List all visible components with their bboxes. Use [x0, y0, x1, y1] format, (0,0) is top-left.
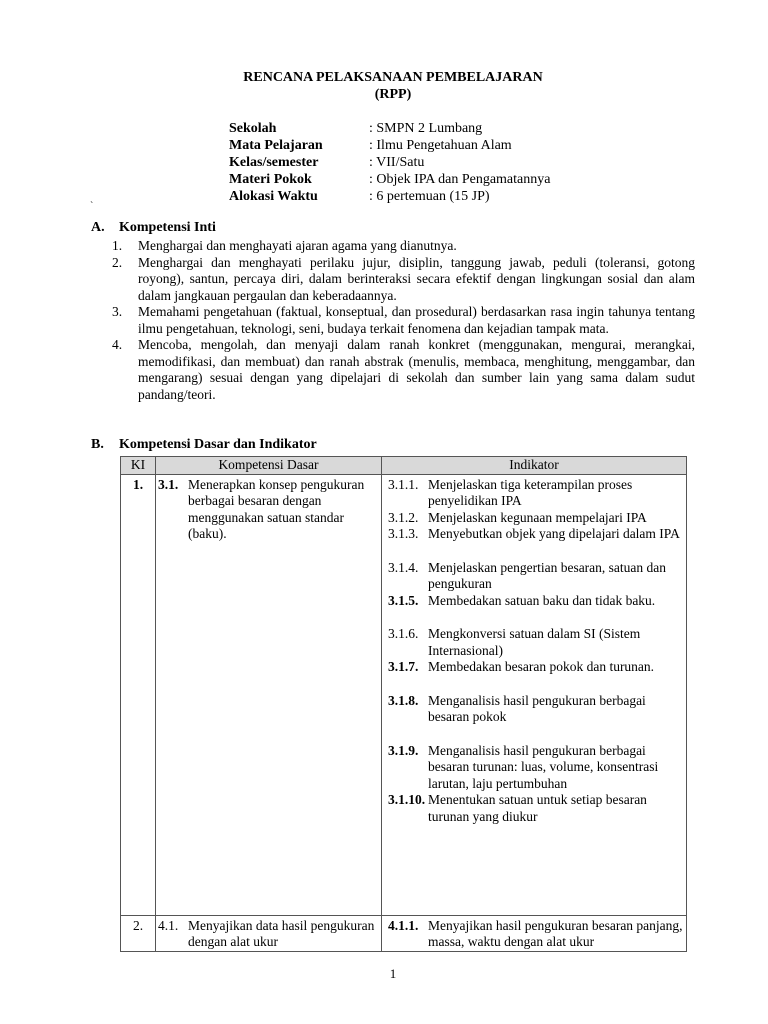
- meta-label: Alokasi Waktu: [229, 189, 318, 204]
- ki-cell: 2.: [121, 915, 156, 951]
- meta-value: : VII/Satu: [369, 155, 425, 170]
- meta-row-materi-pokok: [229, 171, 550, 188]
- kd-cell: [156, 915, 382, 951]
- page-number: 1: [389, 966, 397, 981]
- identity-block: [229, 120, 550, 205]
- indicator-cell: [382, 915, 687, 951]
- section-letter: B.: [91, 437, 104, 452]
- kd-code: 4.1.: [158, 917, 179, 933]
- meta-value: : 6 pertemuan (15 JP): [369, 189, 490, 204]
- list-item: [112, 337, 695, 403]
- list-number: 2.: [112, 254, 123, 270]
- indicator-item: [382, 693, 686, 726]
- indicator-item: [382, 510, 686, 527]
- meta-label: Sekolah: [229, 121, 277, 136]
- meta-label: Kelas/semester: [229, 155, 319, 170]
- indicator-code: 3.1.8.: [388, 692, 419, 708]
- kompetensi-dasar-table: [120, 456, 687, 952]
- list-number: 3.: [112, 304, 123, 319]
- meta-value: : Objek IPA dan Pengamatannya: [369, 172, 551, 187]
- list-item: [112, 255, 695, 305]
- meta-label: Mata Pelajaran: [229, 138, 323, 153]
- indicator-item: [382, 526, 686, 543]
- indicator-code: 4.1.1.: [388, 917, 419, 933]
- indicator-item: [382, 477, 686, 510]
- ki-cell: 1.: [121, 474, 156, 915]
- kd-text: Menerapkan konsep pengukuran berbagai besaran dengan menggunakan satuan standar (baku).: [188, 476, 365, 541]
- indicator-text: Mengkonversi satuan dalam SI (Sistem Internasional): [428, 626, 641, 658]
- header-kompetensi-dasar: Kompetensi Dasar: [156, 457, 382, 475]
- indicator-text: Menyajikan hasil pengukuran besaran panjang, massa, waktu dengan alat ukur: [428, 917, 683, 949]
- header-ki: KI: [121, 457, 156, 475]
- header-indikator: Indikator: [382, 457, 687, 475]
- section-letter: A.: [91, 220, 105, 235]
- indicator-item: [382, 560, 686, 593]
- indicator-code: 3.1.9.: [388, 742, 419, 758]
- meta-value: : Ilmu Pengetahuan Alam: [369, 138, 512, 153]
- indicator-item: [382, 593, 686, 610]
- section-a-heading: [91, 220, 216, 236]
- indicator-item: [382, 743, 686, 793]
- indicator-code: 3.1.6.: [388, 626, 419, 641]
- indicator-text: Menganalisis hasil pengukuran berbagai besaran turunan: luas, volume, konsentrasi larutan, laju pertumbuhan: [428, 742, 659, 791]
- meta-label: Materi Pokok: [229, 172, 312, 187]
- indicator-text: Menjelaskan pengertian besaran, satuan dan pengukuran: [428, 559, 667, 591]
- meta-row-alokasi-waktu: [229, 188, 550, 205]
- section-title: Kompetensi Dasar dan Indikator: [119, 437, 317, 452]
- list-number: 1.: [112, 238, 123, 253]
- indicator-text: Membedakan besaran pokok dan turunan.: [428, 659, 655, 674]
- indicator-cell: [382, 474, 687, 915]
- list-number: 4.: [112, 337, 123, 352]
- meta-value: : SMPN 2 Lumbang: [369, 121, 483, 136]
- section-title: Kompetensi Inti: [119, 220, 216, 235]
- meta-row-sekolah: [229, 120, 550, 137]
- meta-row-kelas-semester: [229, 154, 550, 171]
- list-text: Menghargai dan menghayati perilaku jujur, disiplin, tanggung jawab, peduli (toleransi, gotong royong), santun, percaya diri, dalam berinteraksi secara efektif dengan lingkungan sosial dan alam dalam jangkauan pergaulan dan keberadaannya.: [138, 254, 695, 303]
- table-row: [121, 915, 687, 951]
- kd-cell: [156, 474, 382, 915]
- list-text: Menghargai dan menghayati ajaran agama yang dianutnya.: [138, 238, 457, 253]
- section-b-heading: [91, 437, 317, 453]
- indicator-code: 3.1.2.: [388, 509, 419, 525]
- document-title: RENCANA PELAKSANAAN PEMBELAJARAN: [243, 70, 543, 85]
- indicator-text: Menyebutkan objek yang dipelajari dalam IPA: [428, 526, 680, 541]
- indicator-code: 3.1.4.: [388, 559, 419, 575]
- indicator-code: 3.1.3.: [388, 526, 419, 541]
- indicator-text: Membedakan satuan baku dan tidak baku.: [428, 592, 656, 608]
- indicator-text: Menjelaskan tiga keterampilan proses penyelidikan IPA: [428, 476, 633, 508]
- list-item: [112, 238, 695, 255]
- indicator-text: Menganalisis hasil pengukuran berbagai besaran pokok: [428, 692, 646, 724]
- document-subtitle: (RPP): [374, 87, 412, 102]
- table-row: [121, 474, 687, 915]
- indicator-code: 3.1.7.: [388, 659, 419, 674]
- indicator-code: 3.1.10.: [388, 792, 426, 807]
- meta-row-mata-pelajaran: [229, 137, 550, 154]
- list-text: Memahami pengetahuan (faktual, konseptual, dan prosedural) berdasarkan rasa ingin tahunya tentang ilmu pengetahuan, teknologi, seni, budaya terkait fenomena dan kejadian tampak mata.: [138, 304, 695, 336]
- kd-code: 3.1.: [158, 476, 179, 492]
- kd-text: Menyajikan data hasil pengukuran dengan alat ukur: [188, 917, 375, 949]
- indicator-code: 3.1.5.: [388, 592, 419, 608]
- indicator-item: [382, 918, 686, 951]
- list-text: Mencoba, mengolah, dan menyaji dalam ranah konkret (menggunakan, mengurai, merangkai, memodifikasi, dan membuat) dan ranah abstrak (menulis, membaca, menghitung, menggambar, dan mengarang) sesuai dengan yang dipelajari di sekolah dan sumber lain yang sama dalam sudut pandang/teori.: [138, 337, 695, 402]
- kompetensi-inti-list: [112, 238, 695, 403]
- indicator-item: [382, 792, 686, 825]
- stray-mark: `: [90, 201, 94, 212]
- table-header-row: [121, 457, 687, 475]
- indicator-text: Menjelaskan kegunaan mempelajari IPA: [428, 509, 647, 525]
- indicator-item: [382, 626, 686, 659]
- indicator-text: Menentukan satuan untuk setiap besaran turunan yang diukur: [428, 792, 647, 824]
- indicator-code: 3.1.1.: [388, 476, 419, 492]
- list-item: [112, 304, 695, 337]
- indicator-item: [382, 659, 686, 676]
